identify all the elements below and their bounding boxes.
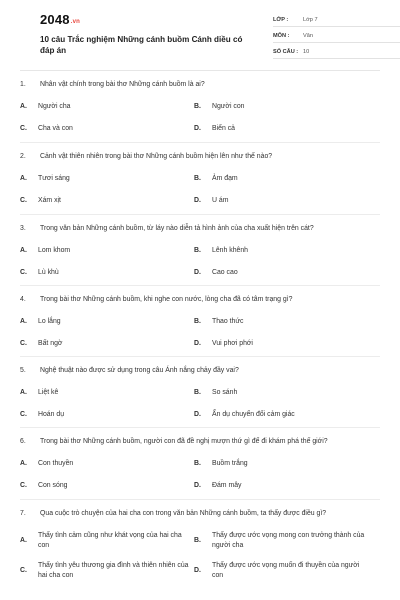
question-4 — [20, 295, 380, 347]
header — [20, 0, 380, 68]
options — [20, 531, 380, 581]
option-letter: B. — [194, 537, 201, 544]
option-a[interactable] — [20, 103, 192, 110]
option-letter: D. — [194, 567, 201, 574]
option-c[interactable] — [20, 340, 192, 347]
option-b[interactable] — [194, 247, 366, 254]
logo-name: 2048 — [40, 12, 70, 27]
option-c[interactable] — [20, 411, 192, 418]
meta-row-subject — [273, 29, 400, 43]
option-text: Tươi sáng — [38, 175, 70, 182]
option-letter: A. — [20, 537, 27, 544]
question-3 — [20, 224, 380, 276]
option-letter: A. — [20, 103, 27, 110]
option-b[interactable] — [194, 318, 366, 325]
option-text: Con sóng — [38, 482, 68, 489]
header-divider — [20, 70, 380, 71]
option-letter: B. — [194, 247, 201, 254]
option-letter: C. — [20, 197, 27, 204]
meta-row-class — [273, 13, 400, 27]
option-d[interactable] — [194, 269, 366, 276]
option-text: Liệt kê — [38, 389, 59, 396]
option-letter: B. — [194, 318, 201, 325]
question-stem — [20, 295, 380, 305]
option-letter: C. — [20, 125, 27, 132]
option-text: Vui phơi phới — [212, 340, 253, 347]
option-text: So sánh — [212, 389, 238, 396]
option-letter: C. — [20, 482, 27, 489]
option-c[interactable] — [20, 197, 192, 204]
option-text: Buồm trắng — [212, 460, 248, 467]
option-c[interactable] — [20, 482, 192, 489]
question-number: 3. — [20, 225, 26, 232]
question-stem — [20, 509, 380, 519]
question-number: 7. — [20, 510, 26, 517]
option-text: Hoán dụ — [38, 411, 65, 418]
option-letter: D. — [194, 482, 201, 489]
options — [20, 175, 380, 204]
option-letter: A. — [20, 175, 27, 182]
option-b[interactable] — [194, 460, 366, 467]
option-letter: B. — [194, 460, 201, 467]
option-d[interactable] — [194, 561, 366, 581]
question-divider — [20, 499, 380, 500]
question-stem — [20, 437, 380, 447]
options — [20, 247, 380, 276]
question-stem — [20, 80, 380, 90]
option-letter: B. — [194, 389, 201, 396]
question-stem — [20, 152, 380, 162]
question-stem — [20, 224, 380, 234]
option-d[interactable] — [194, 340, 366, 347]
meta-value: 10 — [303, 48, 310, 55]
option-d[interactable] — [194, 125, 366, 132]
question-divider — [20, 142, 380, 143]
meta-value: Văn — [303, 32, 313, 39]
option-letter: D. — [194, 197, 201, 204]
option-b[interactable] — [194, 175, 366, 182]
question-text: Trong bài thơ Những cánh buồm, khi nghe con nước, lòng cha đã có tâm trạng gì? — [40, 296, 293, 303]
options — [20, 318, 380, 347]
meta-key: SỐ CÂU : — [273, 48, 299, 55]
option-text: Lo lắng — [38, 318, 61, 325]
option-d[interactable] — [194, 197, 366, 204]
option-c[interactable] — [20, 125, 192, 132]
option-text: Người con — [212, 103, 245, 110]
option-text: Con thuyền — [38, 460, 74, 467]
question-text: Qua cuộc trò chuyện của hai cha con trong văn bản Những cánh buồm, ta thấy được điều gì? — [40, 510, 327, 517]
option-text: Lom khom — [38, 247, 71, 254]
option-a[interactable] — [20, 247, 192, 254]
options — [20, 103, 380, 132]
option-a[interactable] — [20, 318, 192, 325]
option-letter: D. — [194, 340, 201, 347]
option-text: Thấy tình yêu thương gia đình và thiên nhiên của hai cha con — [38, 562, 189, 579]
question-number: 1. — [20, 81, 26, 88]
option-text: Bất ngờ — [38, 340, 63, 347]
question-text: Nhân vật chính trong bài thơ Những cánh buồm là ai? — [40, 81, 205, 88]
question-divider — [20, 214, 380, 215]
option-letter: A. — [20, 247, 27, 254]
option-a[interactable] — [20, 389, 192, 396]
option-text: U ám — [212, 197, 229, 204]
meta-key: LỚP : — [273, 16, 289, 23]
question-number: 5. — [20, 367, 26, 374]
option-letter: A. — [20, 460, 27, 467]
option-letter: A. — [20, 389, 27, 396]
option-b[interactable] — [194, 531, 366, 551]
question-divider — [20, 356, 380, 357]
question-divider — [20, 285, 380, 286]
page-title: 10 câu Trắc nghiệm Những cánh buồm Cánh diều có đáp án — [40, 35, 243, 55]
option-letter: A. — [20, 318, 27, 325]
question-number: 2. — [20, 153, 26, 160]
option-text: Người cha — [38, 103, 71, 110]
option-text: Thấy được ước vọng mong con trưởng thành của người cha — [212, 532, 365, 549]
question-text: Trong bài thơ Những cánh buồm, người con đã đề nghị mượn thứ gì để đi khám phá thế giới? — [40, 438, 328, 445]
option-letter: D. — [194, 411, 201, 418]
option-letter: C. — [20, 567, 27, 574]
question-number: 4. — [20, 296, 26, 303]
option-letter: D. — [194, 125, 201, 132]
option-text: Cao cao — [212, 269, 238, 276]
option-letter: B. — [194, 175, 201, 182]
question-7 — [20, 509, 380, 581]
question-6 — [20, 437, 380, 489]
option-text: Xám xịt — [38, 197, 61, 204]
option-b[interactable] — [194, 103, 366, 110]
option-text: Ảm đạm — [212, 175, 238, 182]
option-text: Lênh khênh — [212, 247, 249, 254]
question-text: Cảnh vật thiên nhiên trong bài thơ Những cánh buồm hiện lên như thế nào? — [40, 153, 273, 160]
option-d[interactable] — [194, 482, 366, 489]
option-letter: C. — [20, 269, 27, 276]
option-c[interactable] — [20, 269, 192, 276]
meta-key: MÔN : — [273, 32, 290, 39]
question-divider — [20, 427, 380, 428]
option-text: Thấy tình cảm cũng như khát vọng của hai cha con — [38, 532, 182, 549]
question-1 — [20, 80, 380, 132]
option-letter: D. — [194, 269, 201, 276]
option-text: Thấy được ước vọng muốn đi thuyền của người con — [212, 562, 360, 579]
question-stem — [20, 366, 380, 376]
option-text: Biển cả — [212, 125, 235, 132]
option-text: Đám mây — [212, 482, 242, 489]
question-text: Nghệ thuật nào được sử dụng trong câu Ánh nắng chảy đầy vai? — [40, 367, 239, 374]
option-c[interactable] — [20, 561, 192, 581]
option-text: Lù khù — [38, 269, 59, 276]
question-2 — [20, 152, 380, 204]
option-letter: C. — [20, 411, 27, 418]
logo-tld: .vn — [70, 19, 81, 25]
option-text: Cha và con — [38, 125, 73, 132]
option-a[interactable] — [20, 531, 192, 551]
option-a[interactable] — [20, 460, 192, 467]
option-text: Ẩn dụ chuyển đổi cảm giác — [212, 411, 295, 418]
option-a[interactable] — [20, 175, 192, 182]
meta-row-count — [273, 45, 400, 59]
option-letter: B. — [194, 103, 201, 110]
question-5 — [20, 366, 380, 418]
options — [20, 389, 380, 418]
question-number: 6. — [20, 438, 26, 445]
options — [20, 460, 380, 489]
option-letter: C. — [20, 340, 27, 347]
question-text: Trong văn bản Những cánh buồm, từ láy nào diễn tả hình ảnh của cha xuất hiện trên cát? — [40, 225, 314, 232]
meta-info — [273, 13, 400, 61]
site-logo[interactable] — [40, 12, 80, 27]
meta-value: Lớp 7 — [303, 16, 318, 23]
option-text: Thao thức — [212, 318, 244, 325]
option-b[interactable] — [194, 389, 366, 396]
option-d[interactable] — [194, 411, 366, 418]
